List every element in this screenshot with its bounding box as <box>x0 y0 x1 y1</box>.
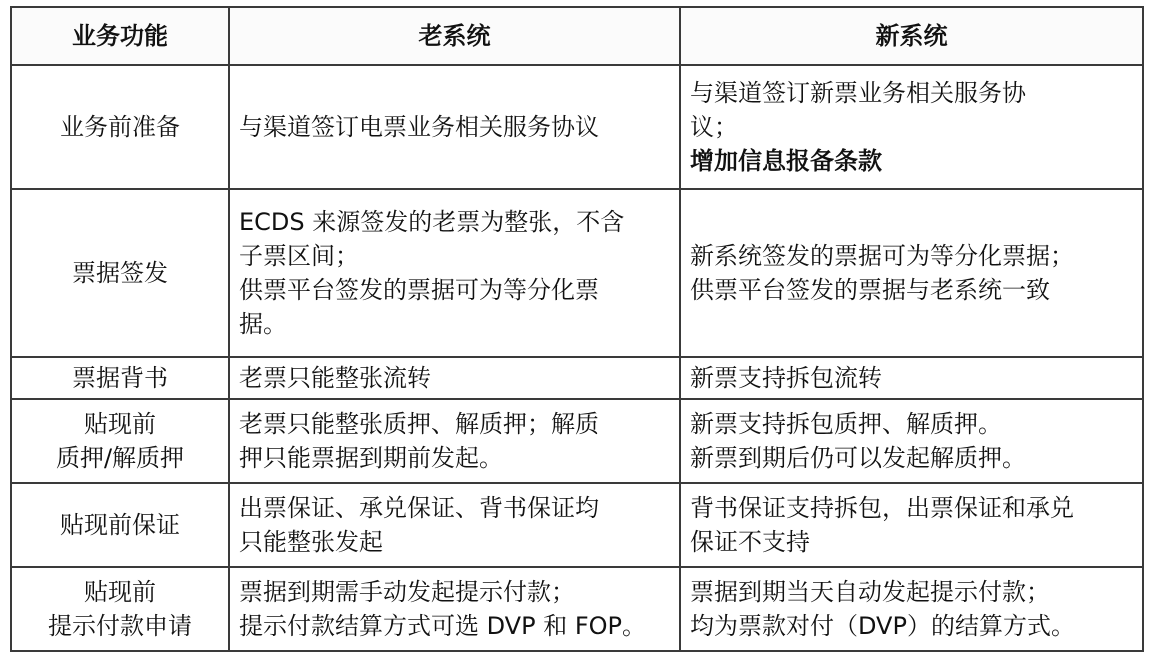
function-label: 贴现前 <box>84 578 156 606</box>
function-label: 提示付款申请 <box>48 612 192 640</box>
old-text-line: 与渠道签订电票业务相关服务协议 <box>239 113 599 141</box>
old-text-line: 据。 <box>239 310 287 338</box>
new-text-line: 背书保证支持拆包，出票保证和承兑 <box>690 494 1074 522</box>
old-text-line: 老票只能整张流转 <box>239 364 431 392</box>
new-text-line: 新票到期后仍可以发起解质押。 <box>690 444 1026 472</box>
new-system-cell <box>680 483 1143 567</box>
table-row <box>11 65 1143 189</box>
function-cell <box>11 357 229 399</box>
old-text-line: 押只能票据到期前发起。 <box>239 444 503 472</box>
new-text-line: 供票平台签发的票据与老系统一致 <box>690 276 1050 304</box>
header-old-system: 老系统 <box>229 7 680 65</box>
function-cell <box>11 399 229 483</box>
old-system-cell <box>229 189 680 357</box>
old-system-cell <box>229 399 680 483</box>
function-label: 业务前准备 <box>60 113 180 141</box>
function-label: 票据签发 <box>72 259 168 287</box>
function-label: 贴现前保证 <box>60 511 180 539</box>
old-text-line: 子票区间； <box>239 242 359 270</box>
old-text-line: 供票平台签发的票据可为等分化票 <box>239 276 599 304</box>
old-text-line: 票据到期需手动发起提示付款； <box>239 578 575 606</box>
function-label: 贴现前 <box>84 410 156 438</box>
comparison-table <box>10 6 1144 652</box>
table-row <box>11 189 1143 357</box>
table-row <box>11 567 1143 651</box>
new-system-cell <box>680 65 1143 189</box>
old-system-cell <box>229 357 680 399</box>
new-text-line: 均为票款对付（DVP）的结算方式。 <box>690 612 1075 640</box>
new-system-cell <box>680 357 1143 399</box>
table-row <box>11 357 1143 399</box>
function-cell <box>11 483 229 567</box>
new-text-line: 保证不支持 <box>690 528 810 556</box>
new-system-cell <box>680 567 1143 651</box>
header-row <box>11 7 1143 65</box>
function-label: 质押/解质押 <box>55 444 185 472</box>
new-text-line: 议； <box>690 113 738 141</box>
old-system-cell <box>229 65 680 189</box>
function-cell <box>11 567 229 651</box>
old-text-line: ECDS 来源签发的老票为整张，不含 <box>239 208 625 236</box>
new-text-line: 与渠道签订新票业务相关服务协 <box>690 79 1026 107</box>
old-text-line: 出票保证、承兑保证、背书保证均 <box>239 494 599 522</box>
new-text-line: 票据到期当天自动发起提示付款； <box>690 578 1050 606</box>
function-cell <box>11 189 229 357</box>
old-system-cell <box>229 483 680 567</box>
table-row <box>11 399 1143 483</box>
old-text-line: 提示付款结算方式可选 DVP 和 FOP。 <box>239 612 647 640</box>
new-system-cell <box>680 189 1143 357</box>
table-row <box>11 483 1143 567</box>
new-text-line: 新系统签发的票据可为等分化票据； <box>690 242 1074 270</box>
new-text-line: 新票支持拆包质押、解质押。 <box>690 410 1002 438</box>
new-system-cell <box>680 399 1143 483</box>
new-text-line: 新票支持拆包流转 <box>690 364 882 392</box>
comparison-table-container <box>10 6 1144 652</box>
old-system-cell <box>229 567 680 651</box>
old-text-line: 老票只能整张质押、解质押；解质 <box>239 410 599 438</box>
header-new-system: 新系统 <box>680 7 1143 65</box>
header-function: 业务功能 <box>11 7 229 65</box>
old-text-line: 只能整张发起 <box>239 528 383 556</box>
function-cell <box>11 65 229 189</box>
new-text-bold-line: 增加信息报备条款 <box>690 147 882 175</box>
function-label: 票据背书 <box>72 364 168 392</box>
